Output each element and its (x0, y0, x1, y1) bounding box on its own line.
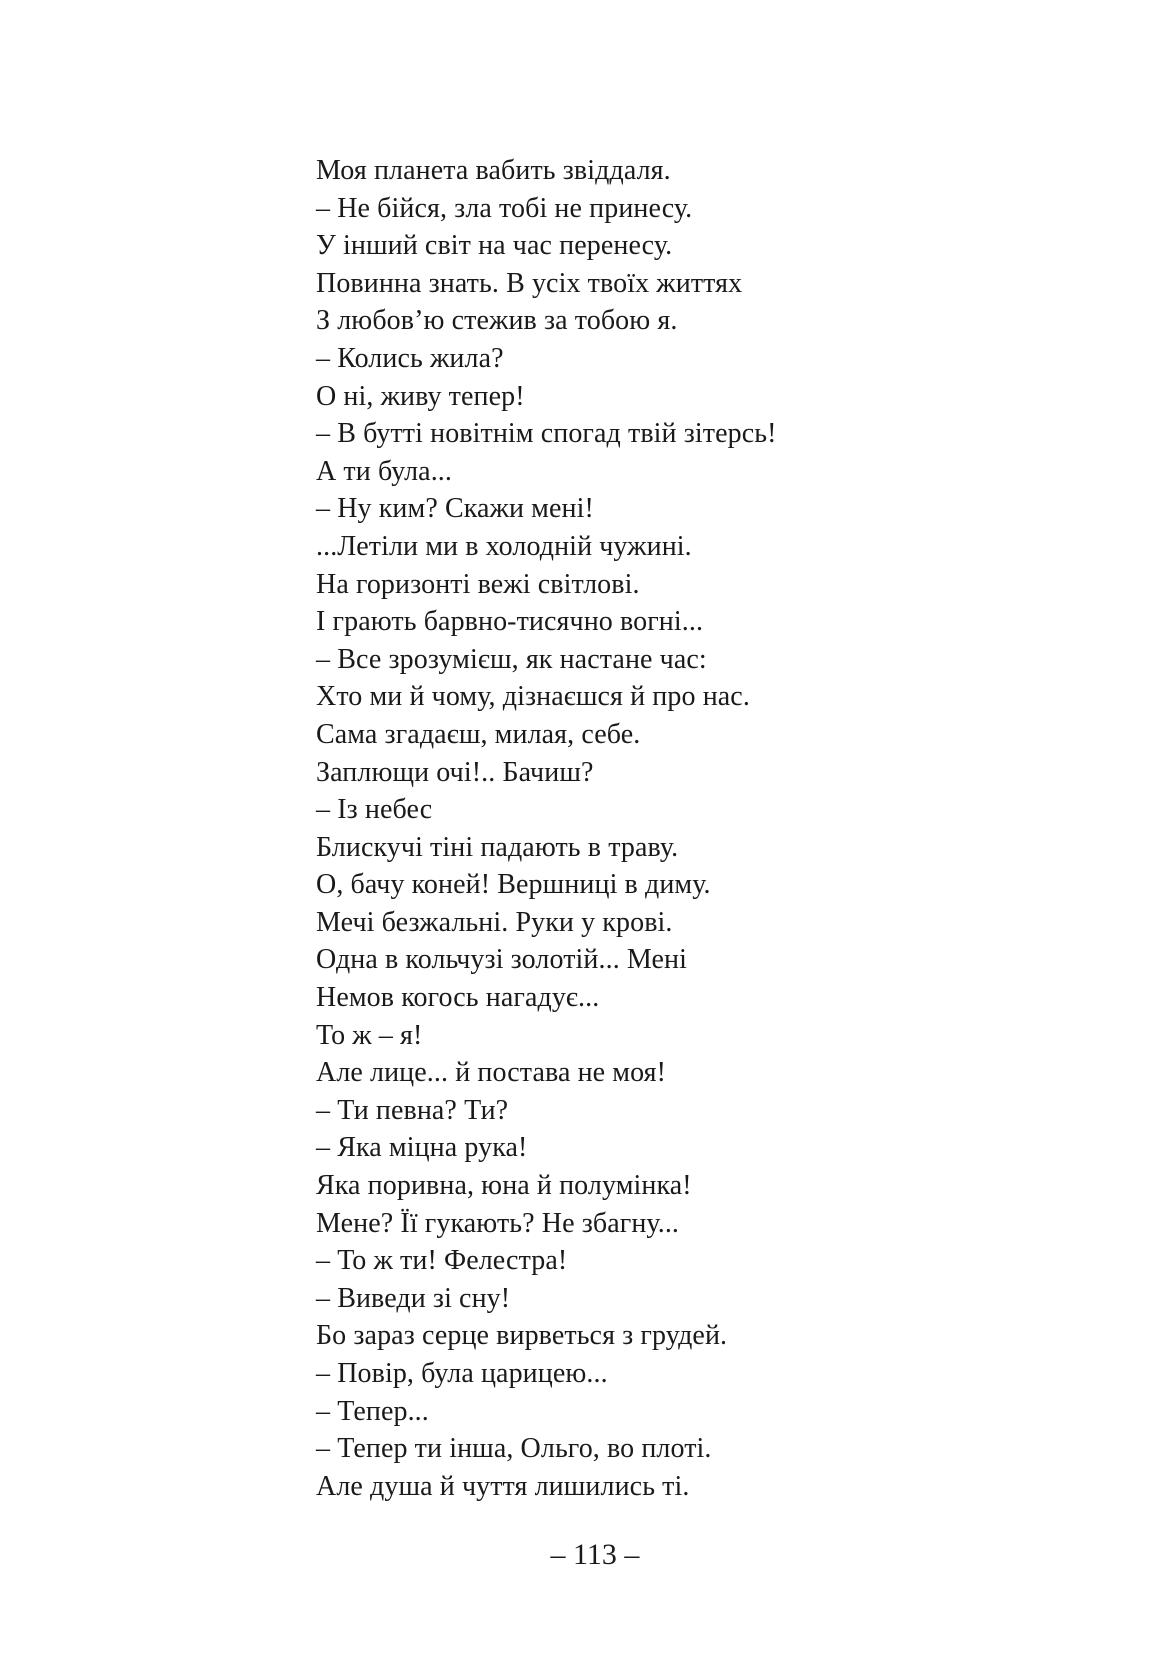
poem-line: Але лице... й постава не моя! (316, 1057, 667, 1089)
poem-line: О ні, живу тепер! (316, 380, 525, 412)
poem-line: Хто ми й чому, дізнаєшся й про нас. (316, 681, 750, 713)
poem-line: – Колись жила? (316, 342, 504, 374)
poem-line: – Ти певна? Ти? (316, 1094, 509, 1126)
poem-line: Блискучі тіні падають в траву. (316, 831, 679, 863)
poem-line: А ти була... (316, 455, 452, 487)
poem-line: То ж – я! (316, 1019, 423, 1051)
poem-line: Бо зараз серце вирветься з грудей. (316, 1320, 728, 1352)
poem-line: – Повір, була царицею... (316, 1358, 608, 1389)
poem-line: – В бутті новітнім спогад твій зітерсь! (316, 418, 777, 450)
poem-line: І грають барвно-тисячно вогні... (316, 606, 704, 638)
poem-line: На горизонті вежі світлові. (316, 568, 640, 600)
poem-line: З любов’ю стежив за тобою я. (316, 305, 678, 337)
poem-line: – Все зрозумієш, як настане час: (316, 643, 707, 675)
poem-line: Яка поривна, юна й полумінка! (316, 1170, 692, 1202)
poem-line: О, бачу коней! Вершниці в диму. (316, 869, 711, 901)
poem-line: – Тепер... (316, 1395, 429, 1427)
page-number: – 113 – (550, 1538, 640, 1571)
poem-line: Мене? Її гукають? Не збагну... (316, 1207, 680, 1239)
poem-line: – Виведи зі сну! (316, 1282, 511, 1314)
poem-text (316, 152, 777, 1505)
poem-line: Мечі безжальні. Руки у крові. (316, 906, 673, 938)
poem-line: – То ж ти! Фелестра! (316, 1245, 568, 1277)
poem-line: Моя планета вабить звіддаля. (316, 155, 671, 186)
poem-line: Але душа й чуття лишились ті. (316, 1470, 690, 1502)
poem-line: – Яка міцна рука! (316, 1132, 528, 1164)
poem-line: ...Летіли ми в холодній чужині. (316, 530, 692, 562)
poem-line: Одна в кольчузі золотій... Мені (316, 944, 688, 976)
poem-line: – Тепер ти інша, Ольго, во плоті. (316, 1433, 712, 1465)
poem-line: Сама згадаєш, милая, себе. (316, 718, 641, 750)
poem-line: У інший світ на час перенесу. (316, 230, 673, 262)
poem-line: Заплющи очі!.. Бачиш? (316, 756, 594, 788)
poem-line: Повинна знать. В усіх твоїх життях (316, 267, 743, 299)
poem-line: – Ну ким? Скажи мені! (316, 493, 594, 525)
poem-line: Немов когось нагадує... (316, 982, 600, 1014)
poem-line: – Не бійся, зла тобі не принесу. (316, 192, 693, 224)
poem-line: – Із небес (316, 794, 433, 826)
